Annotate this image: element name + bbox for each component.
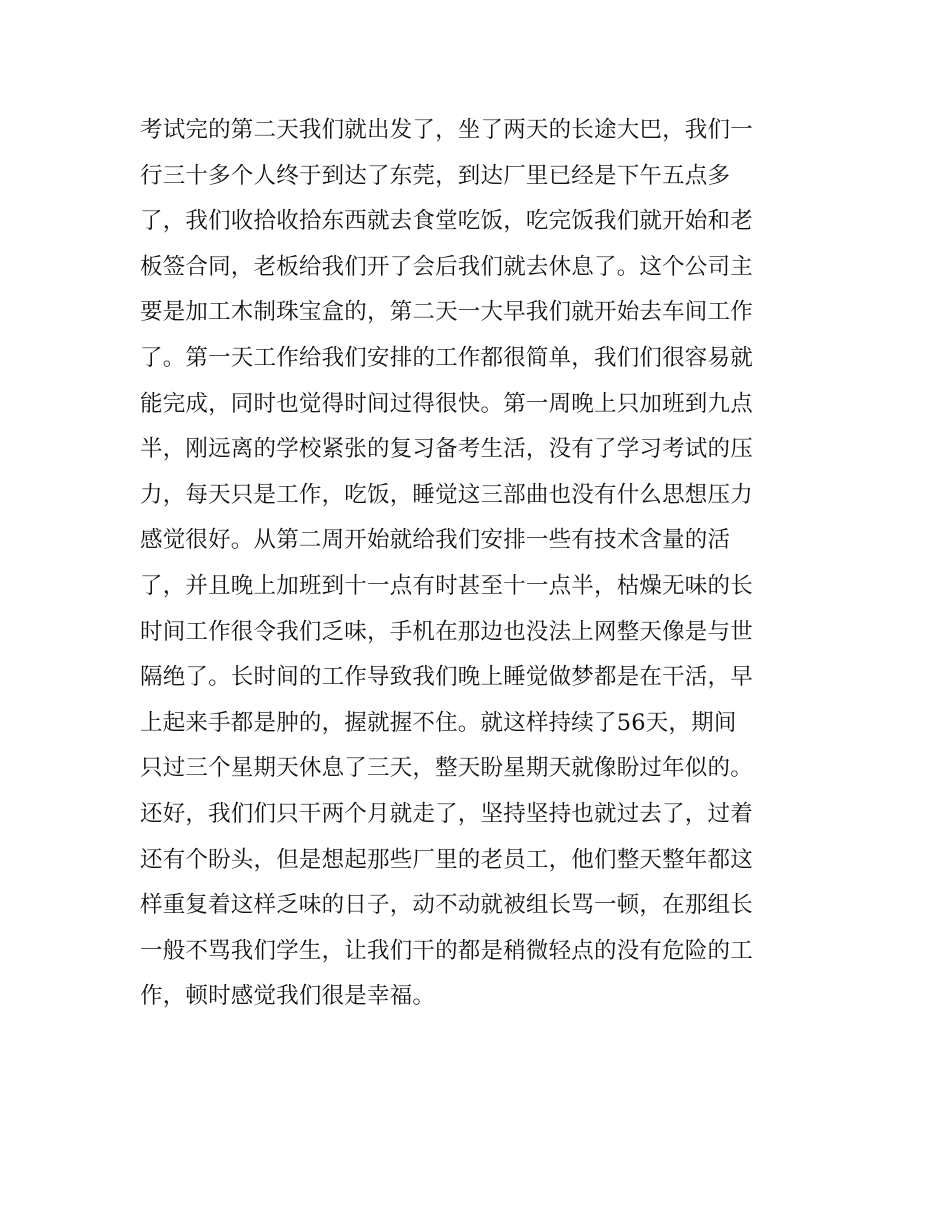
paragraph-line-5: 要是加工木制珠宝盒的，第二天一大早我们就开始去车间工作 — [140, 299, 753, 326]
paragraph-line-15: 只过三个星期天休息了三天，整天盼星期天就像盼过年似的。 — [140, 755, 753, 782]
paragraph-line-8: 半，刚远离的学校紧张的复习备考生活，没有了学习考试的压 — [140, 436, 753, 463]
paragraph-line-19: 一般不骂我们学生，让我们干的都是稍微轻点的没有危险的工 — [140, 937, 753, 964]
paragraph-line-20: 作，顿时感觉我们很是幸福。 — [140, 983, 436, 1010]
paragraph-line-13: 隔绝了。长时间的工作导致我们晚上睡觉做梦都是在干活，早 — [140, 664, 753, 691]
paragraph-line-17: 还有个盼头，但是想起那些厂里的老员工，他们整天整年都这 — [140, 846, 753, 873]
paragraph-line-12: 时间工作很令我们乏味，手机在那边也没法上网整天像是与世 — [140, 618, 753, 645]
paragraph-line-2: 行三十多个人终于到达了东莞，到达厂里已经是下午五点多 — [140, 162, 731, 189]
paragraph-line-14: 上起来手都是肿的，握就握不住。就这样持续了56天，期间 — [140, 709, 737, 736]
paragraph-line-1: 考试完的第二天我们就出发了，坐了两天的长途大巴，我们一 — [140, 117, 753, 143]
paragraph-line-18: 样重复着这样乏味的日子，动不动就被组长骂一顿，在那组长 — [140, 892, 753, 919]
paragraph-line-16: 还好，我们们只干两个月就走了，坚持坚持也就过去了，过着 — [140, 800, 753, 827]
paragraph-line-3: 了，我们收拾收拾东西就去食堂吃饭，吃完饭我们就开始和老 — [140, 208, 753, 235]
paragraph-line-9: 力，每天只是工作，吃饭，睡觉这三部曲也没有什么思想压力 — [140, 481, 753, 508]
paragraph-line-7: 能完成，同时也觉得时间过得很快。第一周晚上只加班到九点 — [140, 390, 753, 417]
paragraph-line-6: 了。第一天工作给我们安排的工作都很简单，我们们很容易就 — [140, 344, 753, 371]
paragraph-line-10: 感觉很好。从第二周开始就给我们安排一些有技术含量的活 — [140, 527, 731, 554]
paragraph-line-4: 板签合同，老板给我们开了会后我们就去休息了。这个公司主 — [140, 253, 753, 280]
body-paragraph — [140, 108, 820, 1020]
paragraph-line-11: 了，并且晚上加班到十一点有时甚至十一点半，枯燥无味的长 — [140, 572, 753, 599]
